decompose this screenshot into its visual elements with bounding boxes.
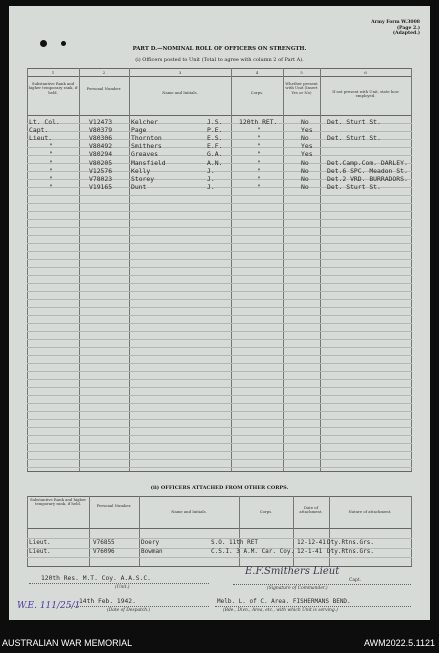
officer-present: No (301, 182, 309, 191)
officer-number: V19165 (89, 182, 113, 191)
caption-right: AWM2022.5.1121 (363, 638, 435, 648)
officer-name: Kelcher (131, 118, 158, 126)
officer-number: V78023 (89, 174, 113, 183)
officer-employed: Det. Sturt St. (327, 134, 381, 143)
despatch-date: 14th Feb. 1942. (79, 598, 136, 605)
header-rank: Substantive Rank and higher temporary rank, if held. (28, 81, 78, 95)
officer-name: Page (131, 126, 147, 135)
officer-present: Yes (301, 142, 313, 151)
form-name: Army Form W.3008 (371, 20, 420, 25)
handwritten-reference: W.E. 111/25/1 (17, 601, 81, 611)
officer-employed: Det. Sturt St. (327, 182, 381, 191)
officer-number: V80294 (89, 150, 113, 159)
officer-number: V80205 (89, 158, 113, 167)
officer-rank: " (49, 182, 53, 191)
header-not-present: If not present with Unit, state how employed. (332, 89, 399, 99)
col-number: 4 (255, 70, 259, 75)
officer-present: No (301, 166, 309, 175)
officer-corps: " (257, 174, 261, 183)
officer-rank: " (49, 142, 53, 151)
section1-title: (i) Officers posted to Unit (Total to agree with column 2 of Part A). (135, 57, 304, 63)
officer-name: Storey (131, 174, 155, 183)
attached-nature: Dty.Rtns.Grs. (327, 539, 374, 546)
attached-name: Bowman (141, 548, 163, 555)
officer-employed: Det.6 SPC. Meadon St. (327, 166, 408, 175)
officer-initials: J.S. (207, 118, 223, 126)
officer-corps: " (257, 142, 261, 151)
part-title: PART D.—NOMINAL ROLL OF OFFICERS ON STRENGTH. (132, 46, 307, 52)
attached-rank: Lieut. (29, 548, 51, 555)
officer-corps: " (257, 126, 261, 135)
officer-corps: " (257, 166, 261, 175)
officer-name: Mansfield (131, 158, 166, 167)
officer-name: Thornton (131, 134, 162, 143)
commander-signature: E.F.Smithers Lieut (245, 566, 340, 577)
attached-number: V76855 (93, 539, 115, 546)
attached-number: V76096 (93, 548, 115, 555)
officer-number: V80306 (89, 134, 113, 143)
officer-initials: G.A. (207, 150, 223, 159)
header2-rank: Substantive Rank and higher temporary rank, if held. (29, 497, 87, 507)
officer-initials: A.N. (207, 158, 223, 167)
officer-rank: " (49, 158, 53, 167)
col-number: 1 (51, 70, 55, 75)
officer-employed: Det.2 VRD. BURRADORS. (327, 174, 408, 183)
officer-initials: J. (207, 166, 215, 175)
officer-corps: " (257, 158, 261, 167)
officer-initials: E.S. (207, 134, 223, 143)
officer-rank: Lt. Col. (29, 118, 60, 126)
officer-name: Kelly (131, 166, 151, 175)
officer-employed: Det.Camp.Com. DARLEY. (327, 158, 408, 167)
col-number: 3 (178, 70, 182, 75)
unit-label: (Unit.) (115, 585, 130, 590)
officer-corps: 120th RET. (239, 118, 278, 126)
attached-corps: C.S.I. 3 A.M. Car. Coy. (211, 548, 295, 555)
attached-nature: Dty.Rtns.Grs. (327, 548, 374, 555)
area-value: Melb. L. of C. Area. FISHERMANS BEND. (217, 598, 351, 605)
officer-name: Smithers (131, 142, 162, 151)
header2-name: Name and Initials. (171, 509, 207, 514)
signature-rank: Capt. (349, 578, 361, 583)
attached-date: 12-1-41 (297, 548, 323, 555)
officer-present: No (301, 134, 309, 143)
header2-date: Date of attachment. (299, 505, 323, 515)
area-label: (Bde., Divn., Area, etc., with which Unit is serving.) (223, 608, 338, 613)
unit-value: 120th Res. M.T. Coy. A.A.S.C. (41, 575, 151, 582)
officer-corps: " (257, 182, 261, 191)
officer-rank: Lieut. (29, 134, 53, 143)
officer-name: Dunt (131, 182, 147, 191)
col-number: 6 (364, 70, 367, 75)
header-personal-number: Personal Number. (86, 86, 122, 91)
officer-present: No (301, 158, 309, 167)
officer-corps: " (257, 150, 261, 159)
officer-rank: " (49, 166, 53, 175)
despatch-label: (Date of Despatch.) (107, 608, 151, 613)
caption-left: AUSTRALIAN WAR MEMORIAL (2, 638, 133, 648)
officer-number: V12576 (89, 166, 113, 175)
header2-corps: Corps. (259, 509, 273, 514)
officer-number: V80379 (89, 126, 113, 135)
attached-name: Doery (141, 539, 160, 546)
officer-rank: " (49, 150, 53, 159)
header-name: Name and Initials. (162, 90, 198, 95)
officer-initials: J. (207, 174, 215, 183)
col-number: 2 (102, 70, 106, 75)
officer-present: No (301, 118, 309, 126)
form-identifier (371, 20, 420, 37)
header-corps: Corps. (250, 90, 264, 95)
section2-title: (ii) OFFICERS ATTACHED FROM OTHER CORPS. (150, 485, 289, 491)
header2-personal-number: Personal Number. (96, 503, 132, 508)
officer-initials: P.E. (207, 126, 223, 135)
attached-date: 12-12-41 (297, 539, 326, 546)
officer-corps: " (257, 134, 261, 143)
officer-number: V80492 (89, 142, 113, 151)
officer-rank: Capt. (29, 126, 49, 135)
header2-nature: Nature of attachment. (348, 509, 392, 514)
officer-rank: " (49, 174, 53, 183)
document-sheet (9, 6, 430, 620)
officer-initials: J. (207, 182, 215, 191)
officer-present: No (301, 174, 309, 183)
attached-rank: Lieut. (29, 539, 51, 546)
officer-number: V12473 (89, 118, 113, 126)
form-page: (Page 2.) (396, 25, 420, 31)
officer-present: Yes (301, 150, 313, 159)
attached-corps: S.O. 11th RET (211, 539, 258, 546)
officer-present: Yes (301, 126, 313, 135)
col-number: 5 (300, 70, 303, 75)
officer-employed: Det. Sturt St. (327, 118, 381, 126)
officer-initials: E.F. (207, 142, 223, 151)
header-whether-present: Whether present with Unit (Insert Yes or No) (285, 81, 318, 95)
signature-label: (Signature of Commander.) (267, 586, 328, 591)
form-adapted: (Adapted.) (392, 31, 420, 37)
officer-name: Greaves (131, 150, 158, 159)
